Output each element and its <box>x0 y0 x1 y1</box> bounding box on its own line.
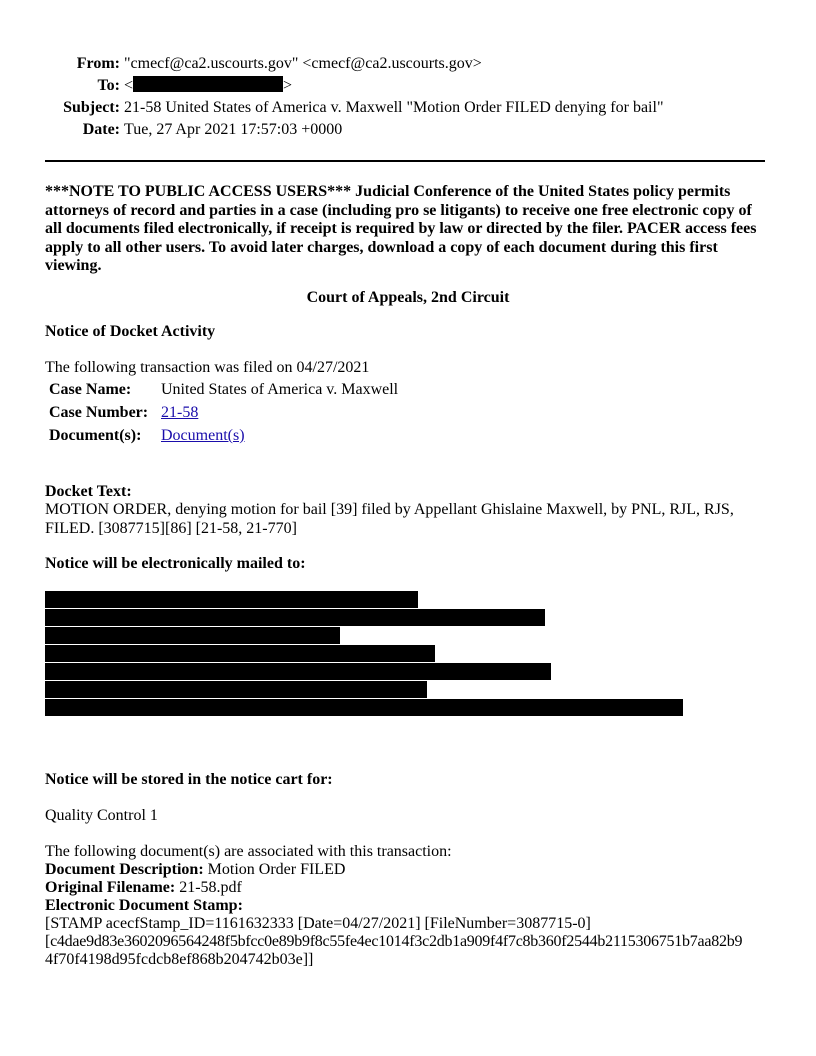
docket-text-label: Docket Text: <box>45 483 132 500</box>
case-number-link[interactable]: 21-58 <box>161 404 199 421</box>
stamp-line-1: [STAMP acecfStamp_ID=1161632333 [Date=04/27/2021] [FileNumber=3087715-0] <box>45 915 591 932</box>
transaction-filed: The following transaction was filed on 04/27/2021 <box>45 359 370 376</box>
case-number-label: Case Number: <box>49 404 149 421</box>
subject-value: 21-58 United States of America v. Maxwell "Motion Order FILED denying for bail" <box>124 99 664 116</box>
redacted-email-5 <box>45 663 551 680</box>
redacted-email-1 <box>45 591 418 608</box>
filename-row <box>45 879 242 897</box>
redacted-recipient <box>133 76 283 92</box>
from-row <box>0 54 482 74</box>
to-label: To: <box>97 77 120 94</box>
to-close-bracket: > <box>283 77 293 94</box>
redacted-email-6 <box>45 681 427 698</box>
from-value: "cmecf@ca2.uscourts.gov" <cmecf@ca2.uscourts.gov> <box>124 55 482 72</box>
docket-text: MOTION ORDER, denying motion for bail [39] filed by Appellant Ghislaine Maxwell, by PNL, RJL, RJS, FILED. [3087715][86] [21-58, 21-770] <box>45 501 734 537</box>
filename-label: Original Filename: <box>45 879 176 896</box>
cart-recipient: Quality Control 1 <box>45 807 158 824</box>
redacted-email-4 <box>45 645 435 662</box>
from-label: From: <box>76 55 120 72</box>
redacted-email-3 <box>45 627 340 644</box>
header-divider <box>45 160 765 162</box>
documents-intro: The following document(s) are associated with this transaction: <box>45 843 452 860</box>
description-value: Motion Order FILED <box>207 861 346 878</box>
subject-label: Subject: <box>63 99 120 116</box>
case-name-label: Case Name: <box>49 381 132 398</box>
court-title: Court of Appeals, 2nd Circuit <box>306 289 510 306</box>
stamp-line-2: [c4dae9d83e3602096564248f5bfcc0e89b9f8c55fe4ec1014f3c2db1a909f4f7c8b360f2544b2115306751b7aa82b9 <box>45 933 743 950</box>
documents-label: Document(s): <box>49 427 142 444</box>
case-name-value: United States of America v. Maxwell <box>161 381 399 398</box>
case-name-row <box>49 380 398 400</box>
public-access-note: ***NOTE TO PUBLIC ACCESS USERS*** Judicial Conference of the United States policy permits attorneys of record and parties in a case (including pro se litigants) to receive one free electronic copy of all documents filed electronically, if receipt is required by law or directed by the filer. PACER access fees apply to all other users. To avoid later charges, download a copy of each document during this first viewing. <box>45 183 757 274</box>
to-row <box>0 76 292 96</box>
redacted-email-7 <box>45 699 683 716</box>
to-value <box>124 76 292 96</box>
mailed-title: Notice will be electronically mailed to: <box>45 555 306 572</box>
documents-row <box>49 426 245 446</box>
filename-value: 21-58.pdf <box>179 879 242 896</box>
date-row <box>0 120 342 140</box>
subject-row <box>0 98 663 118</box>
description-row <box>45 861 345 879</box>
redacted-email-2 <box>45 609 545 626</box>
date-label: Date: <box>82 121 120 138</box>
documents-link[interactable]: Document(s) <box>161 427 245 444</box>
stamp-line-3: 4f70f4198d95fcdcb8ef868b204742b03e]] <box>45 951 314 968</box>
case-number-row <box>49 403 198 423</box>
to-open-bracket: < <box>124 77 134 94</box>
date-value: Tue, 27 Apr 2021 17:57:03 +0000 <box>124 121 343 138</box>
description-label: Document Description: <box>45 861 204 878</box>
docket-activity-title: Notice of Docket Activity <box>45 323 216 340</box>
cart-title: Notice will be stored in the notice cart for: <box>45 771 333 788</box>
stamp-label: Electronic Document Stamp: <box>45 897 243 914</box>
